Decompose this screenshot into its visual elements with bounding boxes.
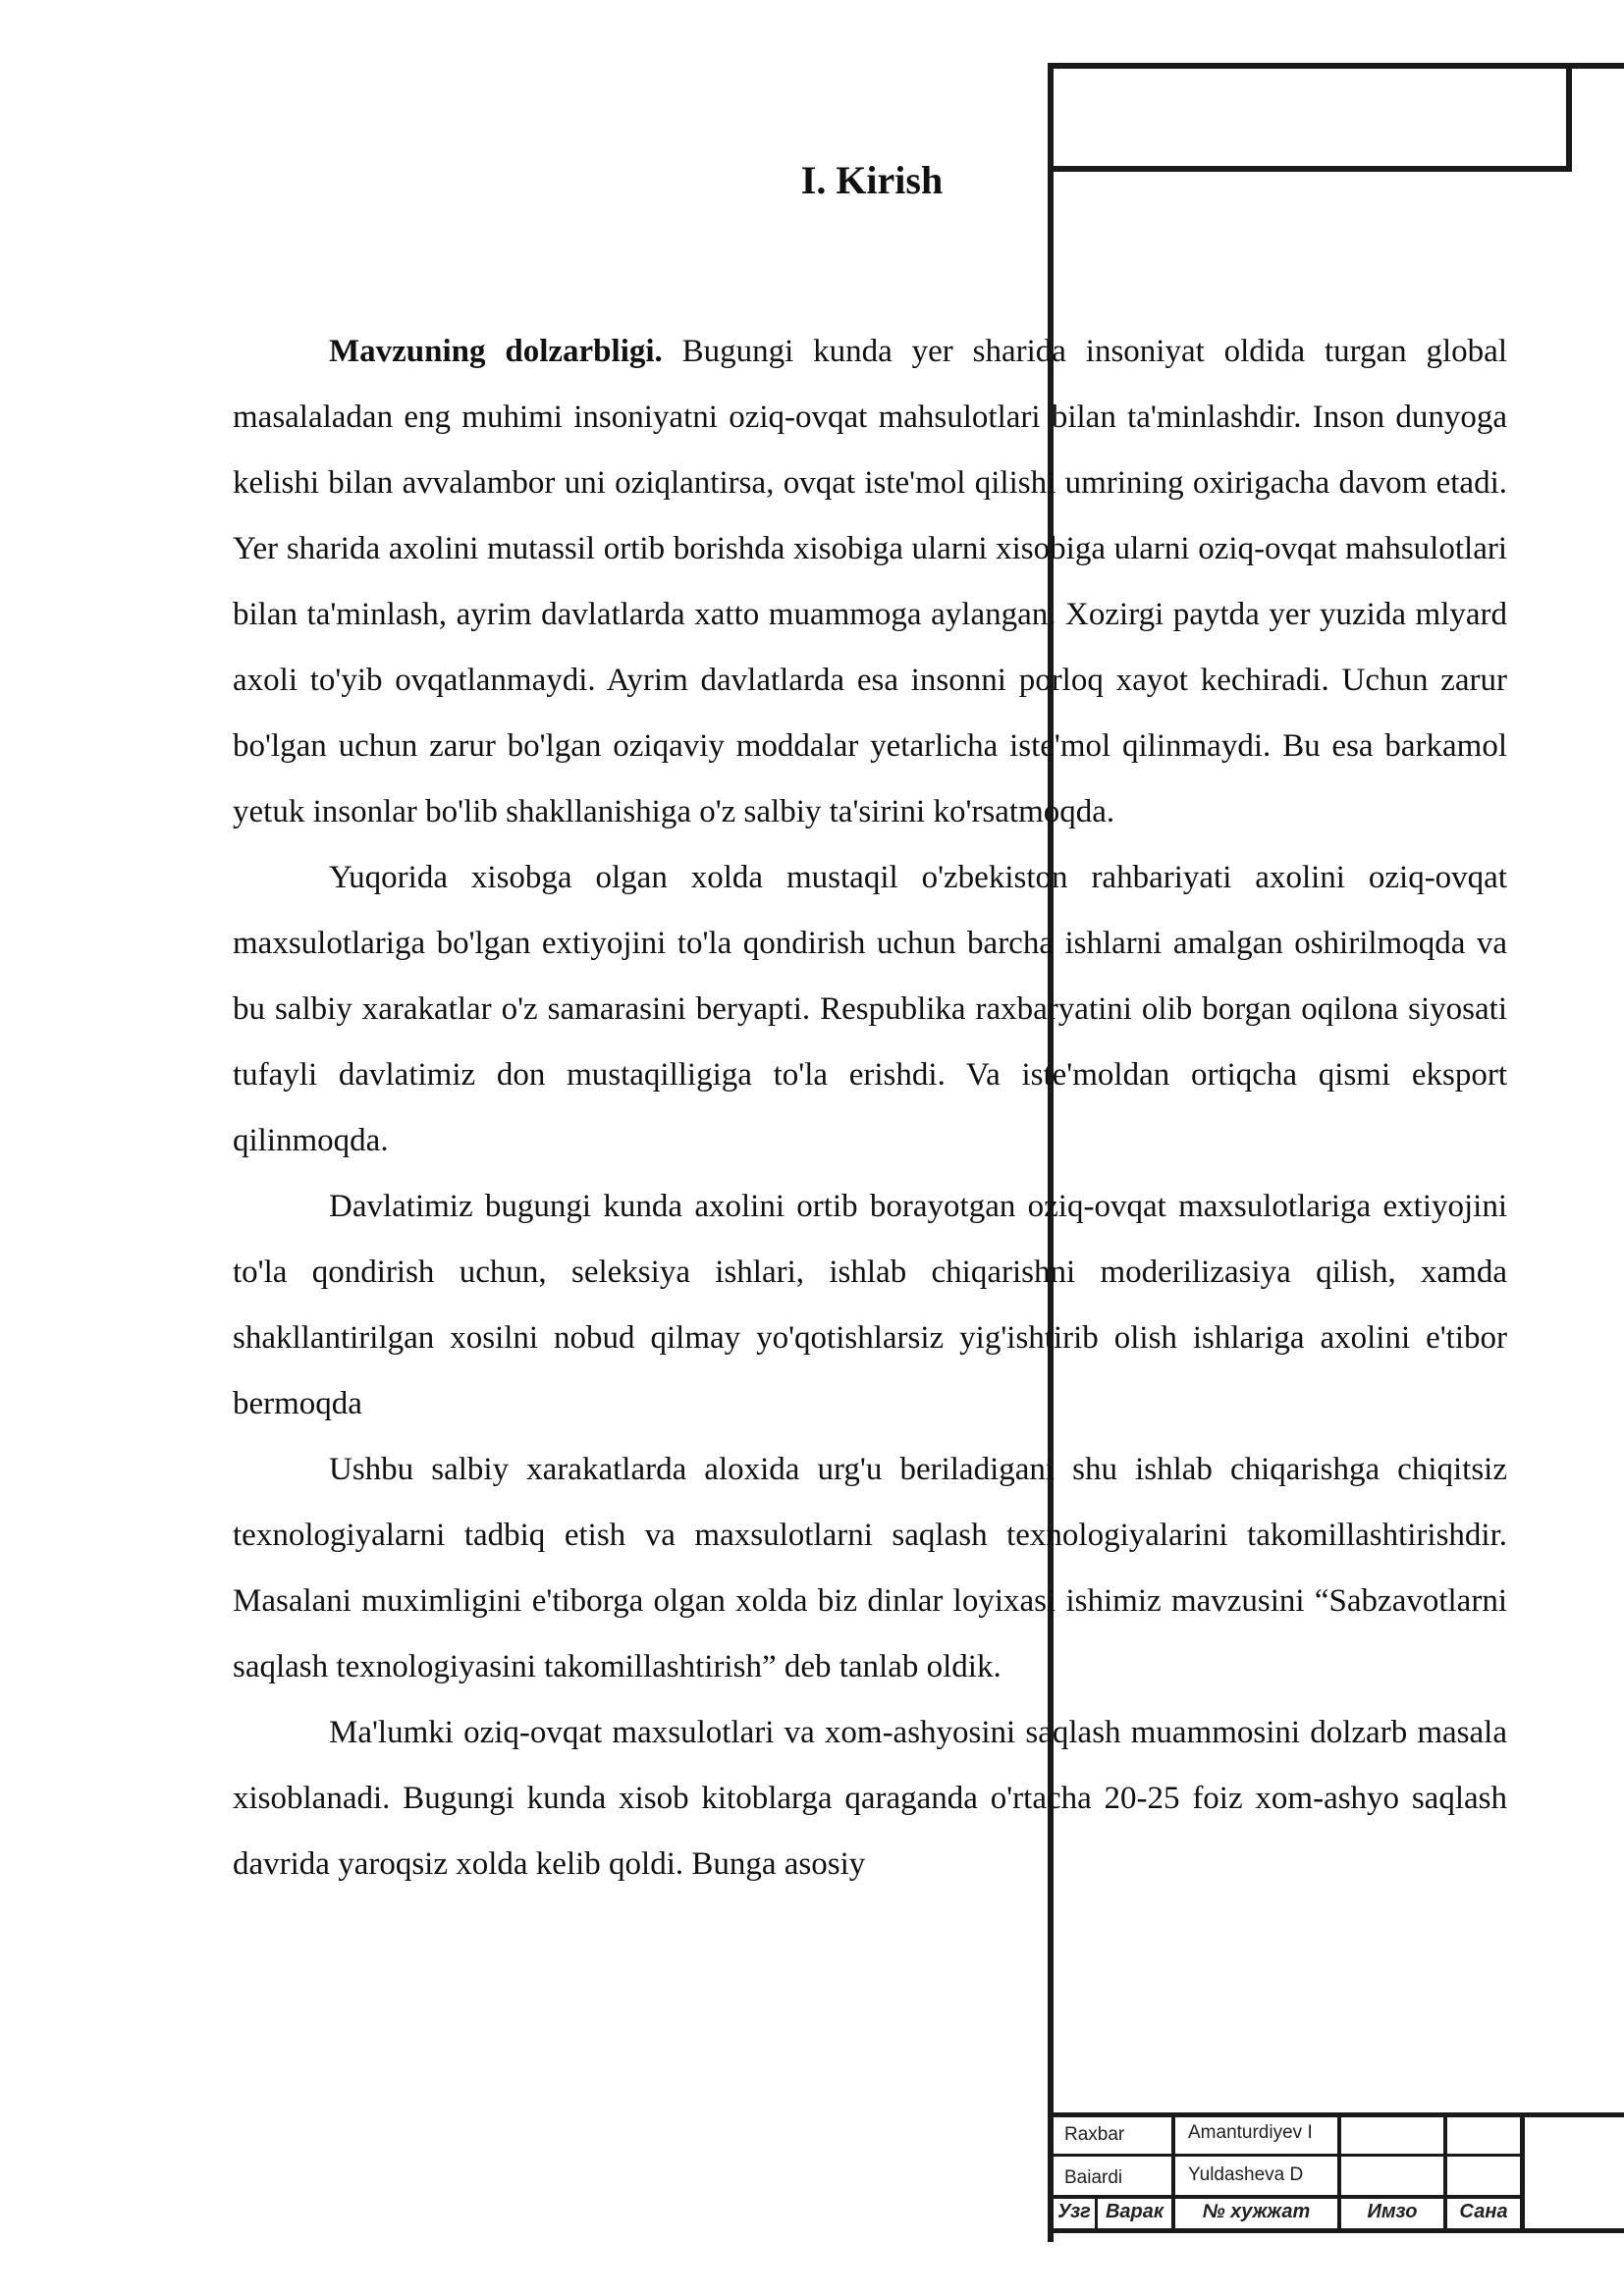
stamp-col-date: Сана xyxy=(1459,2201,1508,2222)
stamp-line xyxy=(1520,2112,1525,2230)
stamp-author-name: Yuldasheva D xyxy=(1188,2164,1304,2185)
stamp-line xyxy=(1051,2154,1525,2157)
frame-titlebox-right xyxy=(1566,63,1572,172)
page-title: I. Kirish xyxy=(800,158,944,202)
paragraph-1-lead: Mavzuning dolzarbligi. xyxy=(329,334,663,369)
paragraph-3: Davlatimiz bugungi kunda axolini ortib borayotgan oziq-ovqat maxsulotlariga extiyojini to'la qondirish uchun, seleksiya ishlari, ishlab chiqarishni moderilizasiya qilish, xamda shakllantirilgan xosilni nobud qilmay yo'qotishlarsiz yig'ishtirib olish ishlariga axolini e'tibor bermoqda xyxy=(233,1189,1507,1421)
paragraph-4: Ushbu salbiy xarakatlarda aloxida urg'u beriladigani shu ishlab chiqarishga chiqitsiz texnologiyalarni tadbiq etish va maxsulotlarni saqlash texnologiyalarini takomillashtirishdir. Masalani muximligini e'tiborga olgan xolda biz dinlar loyixasi ishimiz mavzusini “Sabzavotlarni saqlash texnologiyasini takomillashtirish” deb tanlab oldik. xyxy=(233,1452,1507,1684)
stamp-col-change: Узг xyxy=(1057,2201,1091,2222)
paragraph-2: Yuqorida xisobga olgan xolda mustaqil o'zbekiston rahbariyati axolini oziq-ovqat maxsulotlariga bo'lgan extiyojini to'la qondirish uchun barcha ishlarni amalgan oshirilmoqda va bu salbiy xarakatlar o'z samarasini beryapti. Respublika raxbaryatini olib borgan oqilona siyosati tufayli davlatimiz don mustaqilligiga to'la erishdi. Va iste'moldan ortiqcha qismi eksport qilinmoqda. xyxy=(233,860,1507,1158)
paragraph-1 xyxy=(233,319,1507,845)
stamp-supervisor-label: Raxbar xyxy=(1064,2124,1125,2145)
stamp-author-label: Baiardi xyxy=(1064,2167,1123,2188)
paragraph-1-text: Bugungi kunda yer sharida insoniyat oldida turgan global masalaladan eng muhimi insoniyatni oziq-ovqat mahsulotlari bilan ta'minlashdir. Inson dunyoga kelishi bilan avvalambor uni oziqlantirsa, ovqat iste'mol qilishi umrining oxirigacha davom etadi. Yer sharida axolini mutassil ortib borishda xisobiga ularni xisobiga ularni oziq-ovqat mahsulotlari bilan ta'minlash, ayrim davlatlarda xatto muammoga aylangan. Xozirgi paytda yer yuzida mlyard axoli to'yib ovqatlanmaydi. Ayrim davlatlarda esa insonni porloq xayot kechiradi. Uchun zarur bo'lgan uchun zarur bo'lgan oziqaviy moddalar yetarlicha iste'mol qilinmaydi. Bu esa barkamol yetuk insonlar bo'lib shakllanishiga o'z salbiy ta'sirini ko'rsatmoqda. xyxy=(233,334,1507,829)
frame-top-line xyxy=(1048,63,1624,69)
stamp-col-document: № хужжат xyxy=(1202,2201,1311,2222)
stamp-line xyxy=(1051,2195,1525,2199)
paragraph-5: Ma'lumki oziq-ovqat maxsulotlari va xom-ashyosini saqlash muammosini dolzarb masala xisoblanadi. Bugungi kunda xisob kitoblarga qaraganda o'rtacha 20-25 foiz xom-ashyo saqlash davrida yaroqsiz xolda kelib qoldi. Bunga asosiy xyxy=(233,1715,1507,1882)
stamp-supervisor-name: Amanturdiyev I xyxy=(1188,2122,1313,2143)
document-body xyxy=(233,319,1507,1897)
stamp-col-signature: Имзо xyxy=(1367,2201,1418,2222)
stamp-col-sheet: Варак xyxy=(1105,2201,1164,2222)
